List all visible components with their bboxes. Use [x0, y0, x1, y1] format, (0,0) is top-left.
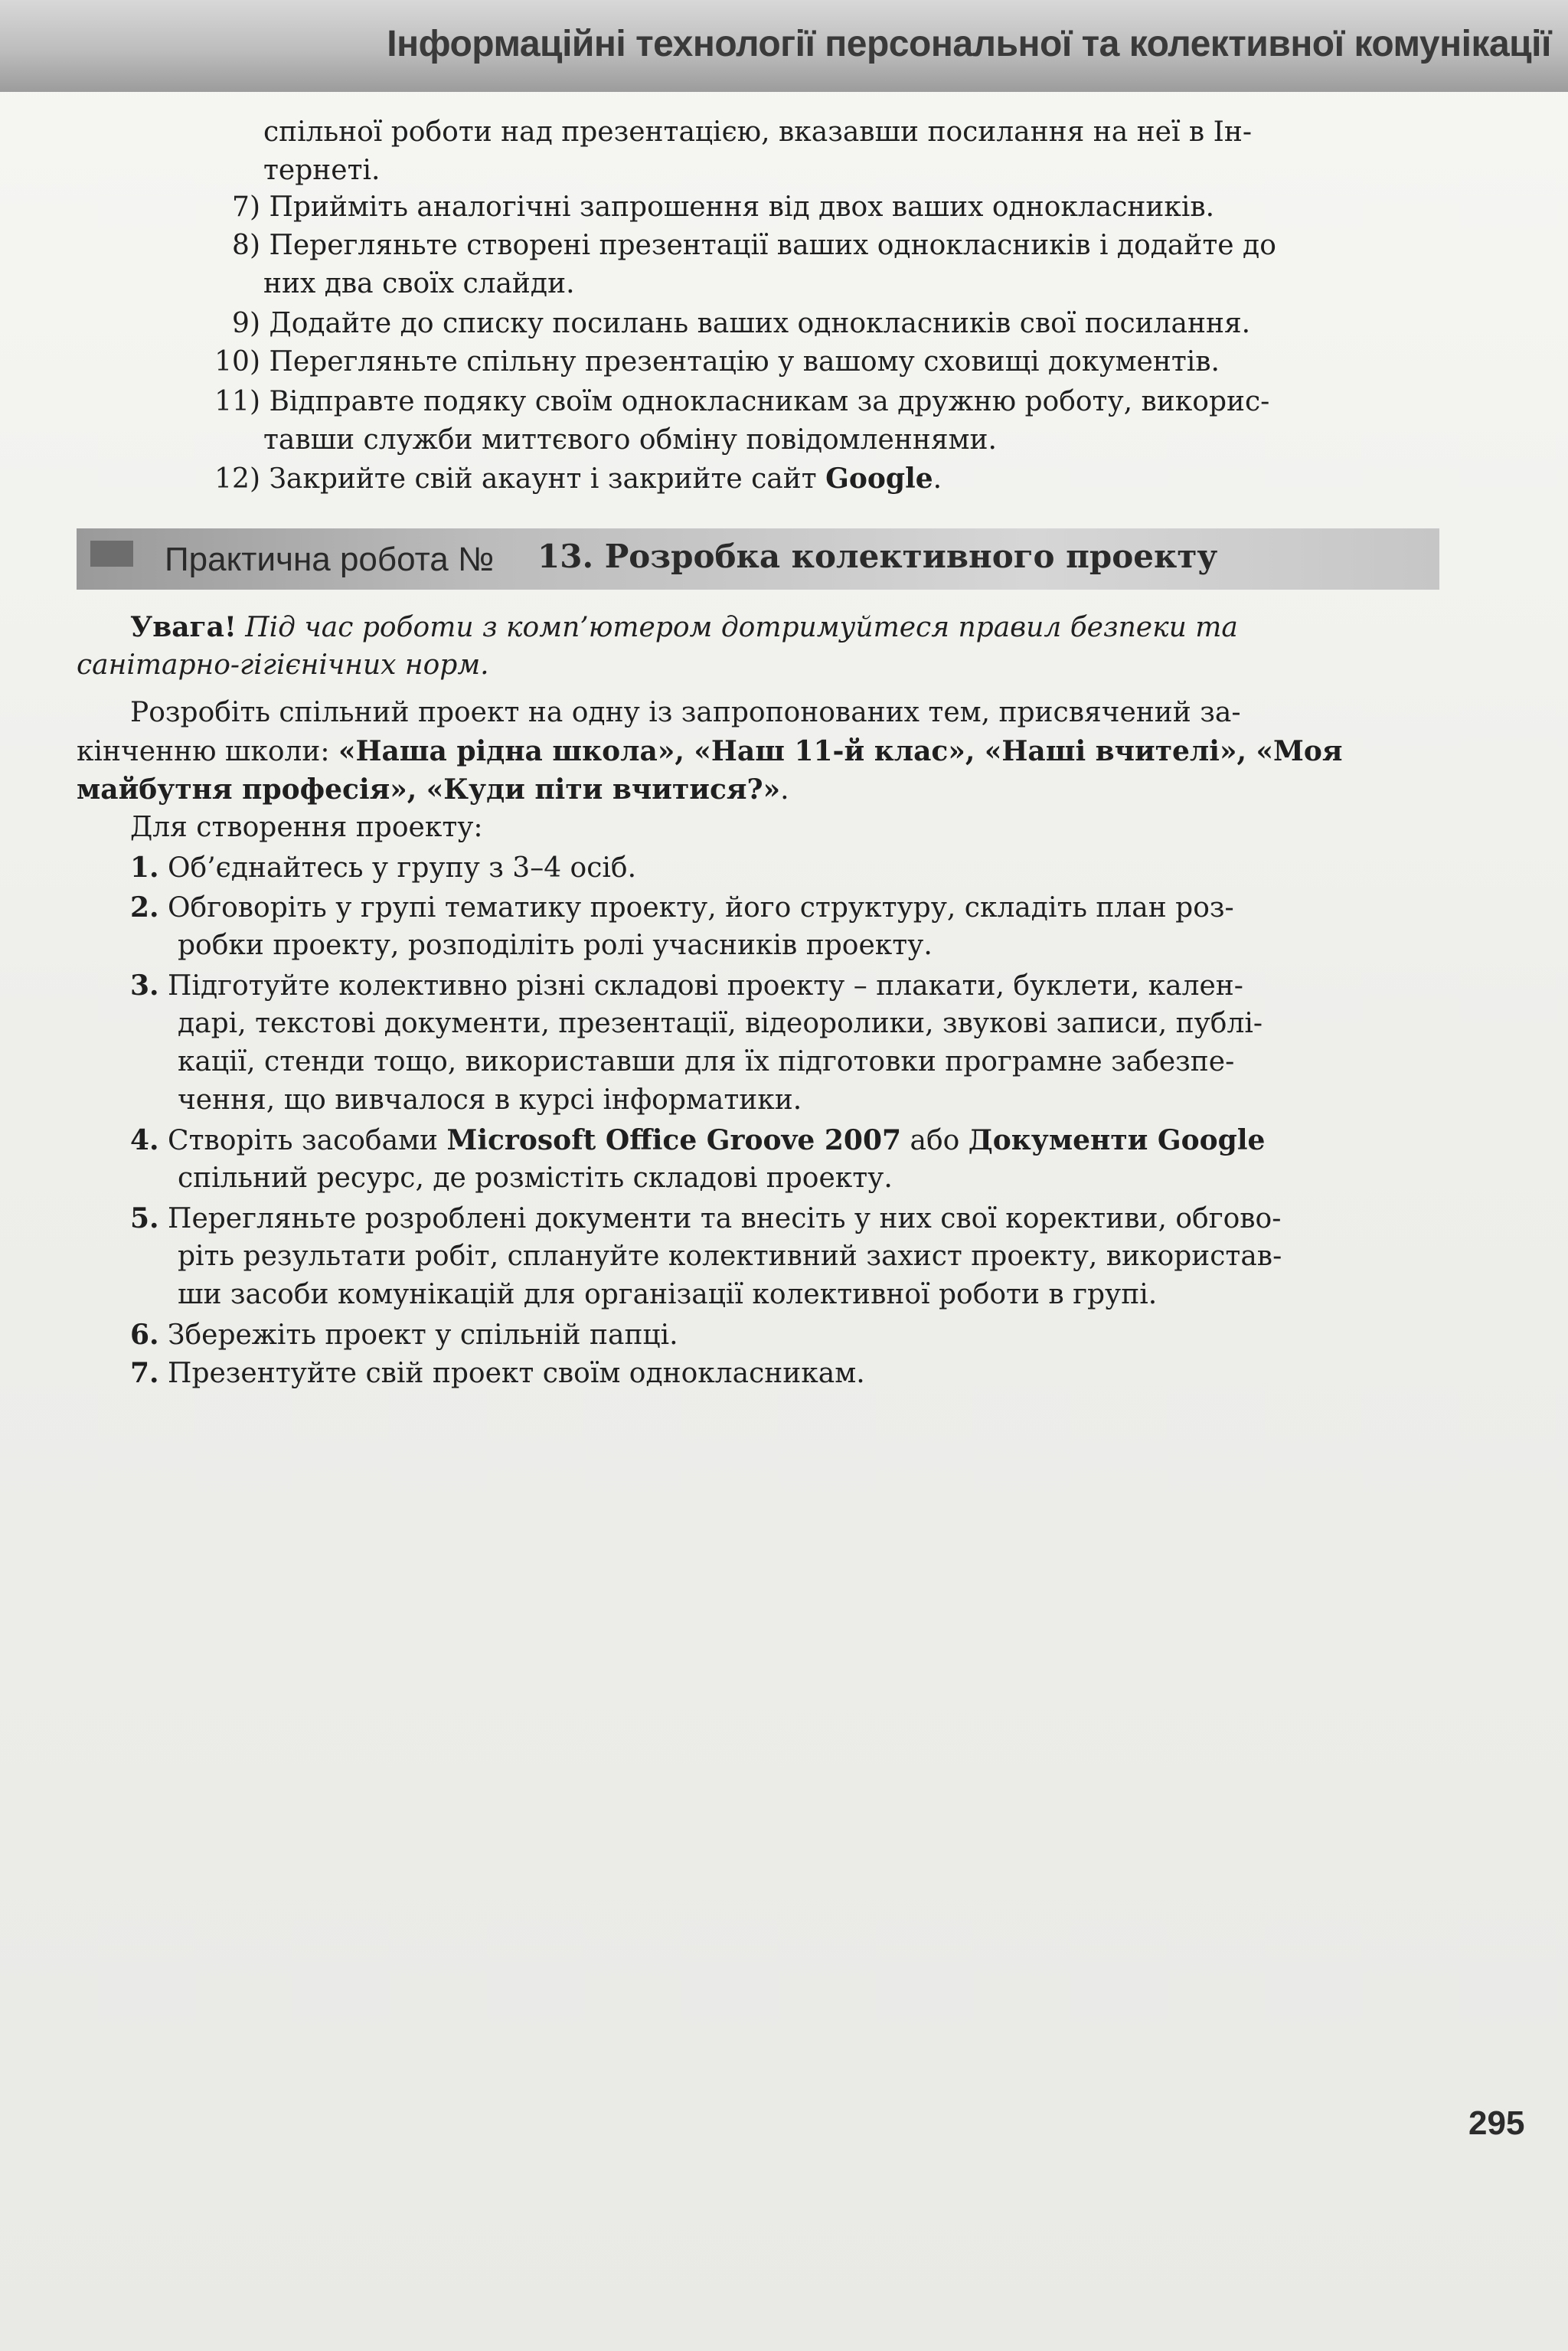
step-item — [191, 343, 1220, 381]
step-item — [191, 383, 1269, 421]
task-text: Перегляньте розроблені документи та внесіть у них свої корективи, обгово- — [168, 1203, 1282, 1234]
task-text-continued: спільний ресурс, де розмістіть складові проекту. — [178, 1162, 893, 1194]
topics-text: майбутня професія», «Куди піти вчитися?» — [77, 773, 781, 806]
task-item — [130, 849, 636, 888]
step-text-suffix: . — [933, 463, 942, 495]
step-number: 10) — [214, 346, 260, 378]
topics-text: «Наша рідна школа», «Наш 11-й клас», «Наші вчителі», «Моя — [338, 735, 1343, 767]
paragraph-text: кінченню школи: — [77, 736, 338, 767]
practical-work-title: 13. Розробка колективного проекту — [537, 538, 1218, 575]
task-text: або — [901, 1125, 969, 1156]
step-item — [191, 188, 1214, 227]
step-number: 11) — [214, 386, 260, 417]
task-number: 3. — [130, 970, 159, 1002]
step-number: 7) — [232, 191, 260, 223]
product-name: Microsoft Office Groove 2007 — [446, 1124, 902, 1156]
step-text-bold: Google — [825, 463, 933, 495]
task-number: 5. — [130, 1202, 159, 1234]
step-item — [191, 459, 942, 499]
step-number: 9) — [232, 308, 260, 339]
step-text: Прийміть аналогічні запрошення від двох ваших однокласників. — [269, 191, 1215, 223]
task-item — [130, 966, 1243, 1005]
warning-line-1 — [130, 608, 1238, 647]
paragraph-line — [77, 732, 1343, 771]
paragraph-line: Розробіть спільний проект на одну із запропонованих тем, присвячений за- — [130, 697, 1241, 728]
step-item — [191, 227, 1276, 265]
intro-line-2: тернеті. — [263, 155, 381, 186]
running-header — [0, 0, 1568, 92]
task-number: 4. — [130, 1124, 159, 1156]
task-text-continued: ши засоби комунікацій для організації колективної роботи в групі. — [178, 1279, 1158, 1310]
task-text: Підготуйте колективно різні складові проекту – плакати, буклети, кален- — [168, 970, 1243, 1002]
intro-line-1: спільної роботи над презентацією, вказавши посилання на неї в Ін- — [263, 116, 1253, 148]
warning-text: Під час роботи з комп’ютером дотримуйтеся правил безпеки та — [245, 612, 1238, 643]
step-text: Перегляньте спільну презентацію у вашому сховищі документів. — [269, 346, 1220, 378]
task-item — [130, 888, 1234, 927]
warning-label: Увага! — [130, 611, 237, 643]
paragraph-line: Для створення проекту: — [130, 812, 483, 843]
step-text: Відправте подяку своїм однокласникам за дружню роботу, викорис- — [269, 386, 1270, 417]
task-item — [130, 1316, 678, 1355]
task-number: 2. — [130, 891, 159, 924]
task-text: Обговоріть у групі тематику проекту, його структуру, складіть план роз- — [168, 892, 1234, 924]
step-text-continued: тавши служби миттєвого обміну повідомленнями. — [263, 424, 997, 456]
step-item — [191, 305, 1250, 343]
task-text-continued: чення, що вивчалося в курсі інформатики. — [178, 1084, 802, 1116]
paragraph-text: . — [780, 774, 789, 806]
step-text: Додайте до списку посилань ваших однокласників свої посилання. — [269, 308, 1251, 339]
step-text: Перегляньте створені презентації ваших однокласників і додайте до — [269, 230, 1276, 261]
task-number: 6. — [130, 1319, 159, 1351]
task-text: Об’єднайтесь у групу з 3–4 осіб. — [168, 852, 637, 884]
step-text: Закрийте свій акаунт і закрийте сайт — [269, 463, 826, 495]
task-text-continued: робки проекту, розподіліть ролі учасників проекту. — [178, 930, 933, 961]
task-number: 1. — [130, 852, 159, 884]
task-item — [130, 1199, 1281, 1238]
warning-line-2: санітарно-гігієнічних норм. — [77, 649, 489, 681]
step-number: 8) — [232, 230, 260, 261]
paragraph-line — [77, 770, 789, 809]
task-item — [130, 1121, 1265, 1160]
task-text: Збережіть проект у спільній папці. — [168, 1319, 678, 1351]
task-text-continued: дарі, текстові документи, презентації, відеоролики, звукові записи, публі- — [178, 1008, 1263, 1039]
task-item — [130, 1354, 865, 1393]
step-text-continued: них два своїх слайди. — [263, 268, 575, 299]
task-text-continued: кації, стенди тощо, використавши для їх підготовки програмне забезпе- — [178, 1046, 1235, 1077]
practical-work-label: Практична робота № — [165, 541, 495, 578]
page-number: 295 — [1468, 2104, 1525, 2142]
step-number: 12) — [214, 463, 260, 495]
task-text: Створіть засобами — [168, 1125, 447, 1156]
header-title: Інформаційні технології персональної та колективної комунікації — [387, 24, 1551, 64]
product-name: Документи Google — [968, 1124, 1266, 1156]
task-number: 7. — [130, 1357, 159, 1389]
banner-marker-icon — [90, 541, 133, 567]
task-text: Презентуйте свій проект своїм однокласникам. — [168, 1358, 865, 1389]
task-text-continued: ріть результати робіт, сплануйте колективний захист проекту, використав- — [178, 1241, 1282, 1272]
